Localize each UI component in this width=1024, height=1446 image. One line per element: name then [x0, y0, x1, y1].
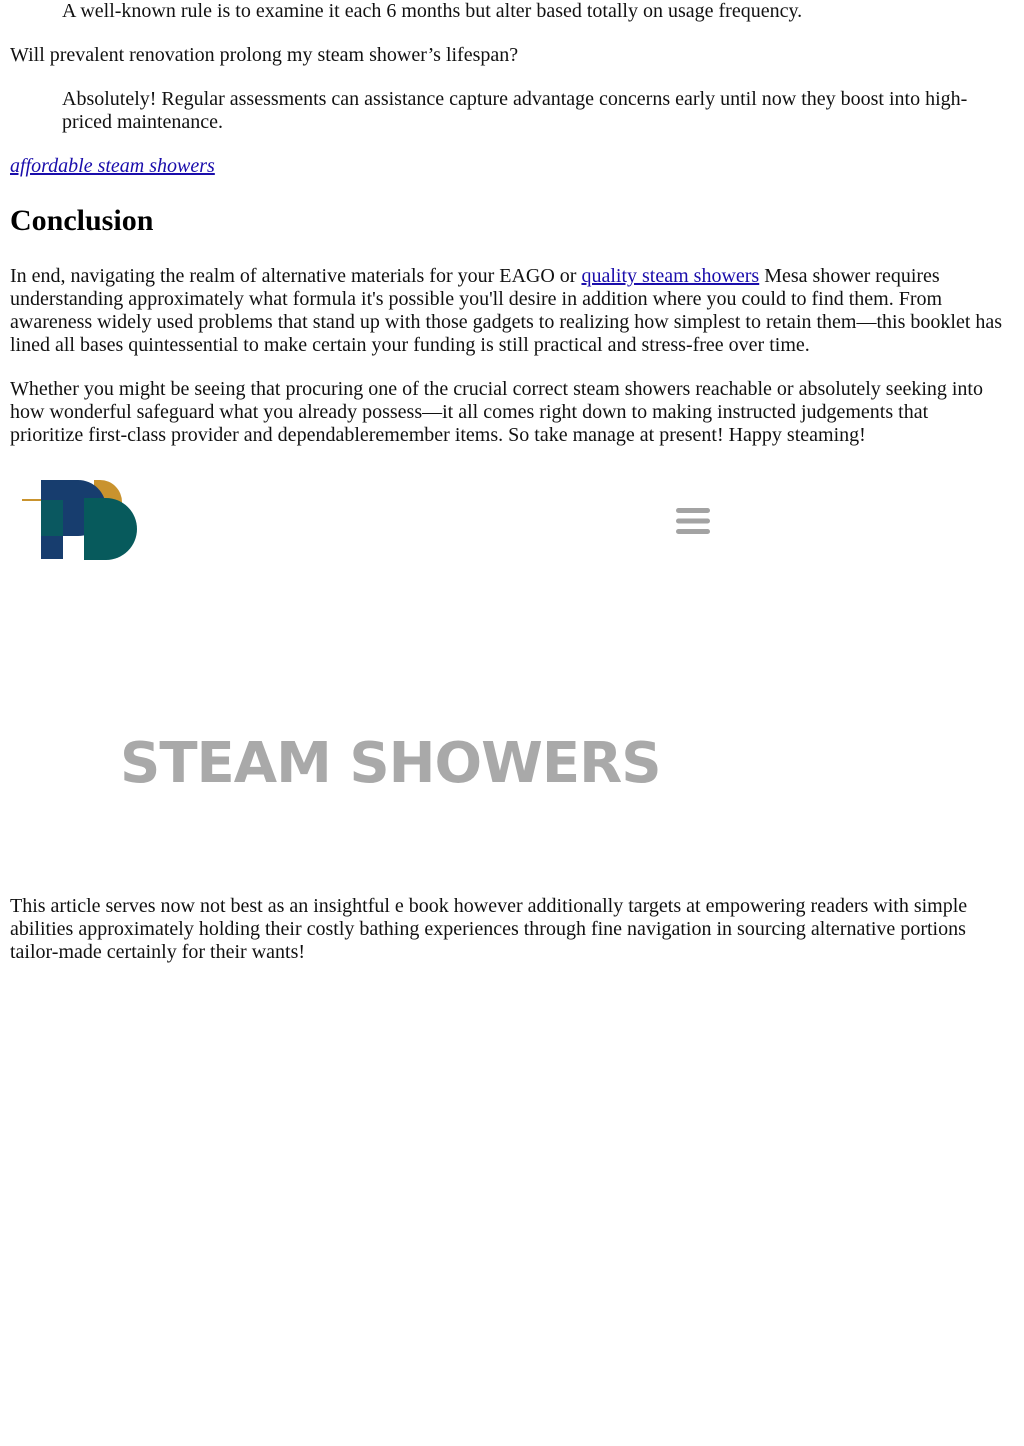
conclusion-text-after-link: Mesa shower requires understanding approximately what formula it's possible you'll desire in addition where you could to find them. From awareness widely used problems that stand up with those gadgets to realizing how simplest to retain them—this booklet has lined all bases quintessential to make certain your funding is still practical and stress-free over time.: [10, 265, 1003, 356]
brand-logo-icon: [22, 478, 142, 562]
affordable-steam-showers-link[interactable]: affordable steam showers: [10, 155, 215, 177]
brand-logo[interactable]: [22, 478, 142, 562]
faq-answer-1: A well-known rule is to examine it each 6 months but alter based totally on usage frequency.: [62, 0, 803, 22]
faq-question-2: Will prevalent renovation prolong my steam shower’s lifespan?: [10, 44, 519, 66]
quality-steam-showers-link[interactable]: quality steam showers: [581, 265, 760, 287]
conclusion-paragraph-2: Whether you might be seeing that procuring one of the crucial correct steam showers reachable or absolutely seeking into how wonderful safeguard what you already possess—it all comes right down to making instructed judgements that prioritize first-class provider and dependableremember items. So take manage at present! Happy steaming!: [10, 378, 983, 446]
conclusion-text-before-link: In end, navigating the realm of alternative materials for your EAGO or: [10, 265, 582, 287]
faq-answer-2: Absolutely! Regular assessments can assistance capture advantage concerns early until now they boost into high-priced maintenance.: [62, 88, 968, 133]
conclusion-paragraph-1: [10, 265, 1006, 357]
hamburger-menu-icon[interactable]: [673, 506, 713, 536]
hero-title: STEAM SHOWERS: [120, 731, 661, 796]
conclusion-heading: Conclusion: [10, 204, 154, 237]
intro-paragraph: This article serves now not best as an insightful e book however additionally targets at empowering readers with simple abilities approximately holding their costly bathing experiences through fine navigation in sourcing alternative portions tailor-made certainly for their wants!: [10, 895, 968, 963]
affordable-link-paragraph: [10, 155, 1006, 178]
hamburger-lines: [673, 506, 713, 536]
